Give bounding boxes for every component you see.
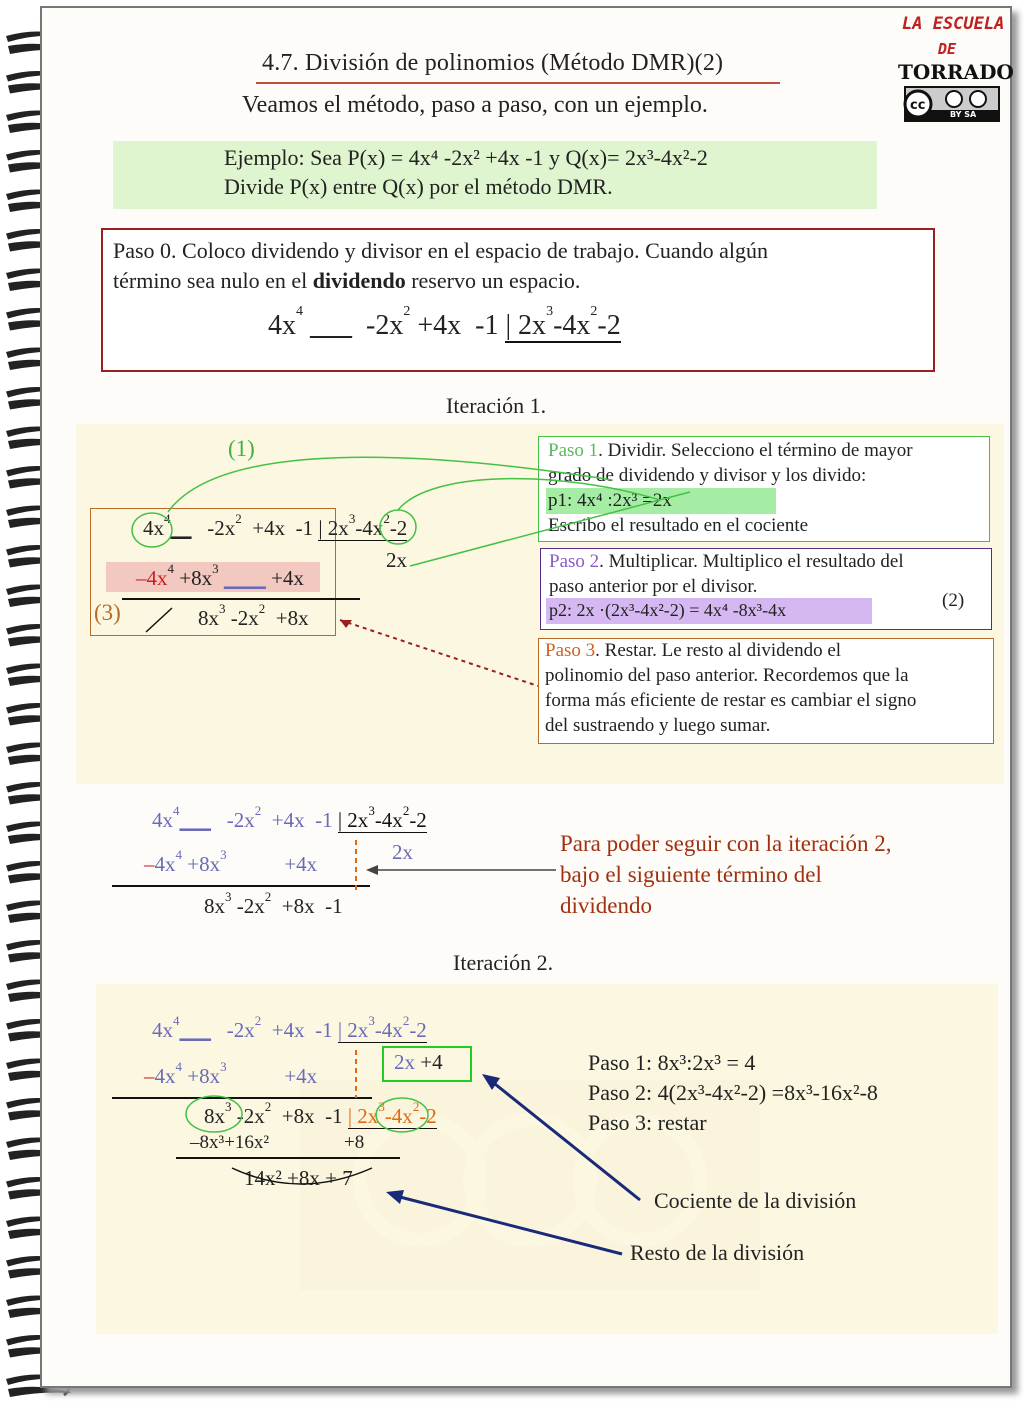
paso1-text1: . Dividir. Selecciono el término de mayor [598, 440, 913, 461]
iter2-plus8: +8 [344, 1132, 365, 1153]
paso2-line2: paso anterior por el divisor. [549, 576, 758, 597]
iteration1-heading: Iteración 1. [446, 393, 547, 418]
remainder-brace [232, 1168, 372, 1184]
resto-arrowhead [386, 1190, 404, 1204]
cancel-slash [146, 608, 172, 632]
plus-4x: +4x [271, 566, 304, 590]
plus-8x3: +8x [179, 566, 213, 590]
circle-2x3 [380, 510, 416, 544]
iter1-dividend: $4x^4\_\_$ $-2x^2 +4x$ -1 | $2x^3-4x^2-2$ [143, 511, 408, 540]
mid-dividend: $4x^4\_\_\_$ $-2x^2 +4x$ -1 | $2x^3-4x^2-2$ [152, 803, 427, 832]
bring-down-arrows [0, 800, 1024, 920]
paso0-dividendo: dividendo [312, 268, 406, 293]
iter2-subtrahend2: –8x³+16x² [190, 1132, 270, 1153]
iteration2-connectors [0, 1000, 1024, 1300]
circle-8x3 [186, 1096, 242, 1132]
paso3-text1: . Restar. Le resto al dividendo el [595, 640, 842, 661]
quotient-plus4: +4 [420, 1050, 443, 1074]
iter2-paso3: Paso 3: restar [588, 1110, 707, 1135]
paso1-line3: Escribo el resultado en el cociente [548, 515, 809, 536]
paso3-line3: forma más eficiente de restar es cambiar el signo [545, 690, 917, 711]
example-line1: Ejemplo: Sea P(x) = 4x⁴ -2x² +4x -1 y Q(x)= 2x³-4x²-2 [224, 145, 708, 170]
resto-arrow [396, 1196, 622, 1254]
example-line2: Divide P(x) entre Q(x) por el método DMR. [224, 174, 613, 199]
iter2-subtrahend: $-4x^4 +8x^3$ +4x [144, 1059, 318, 1088]
quotient-2x: 2x [394, 1050, 415, 1074]
minus-4x4: –4x [136, 566, 168, 590]
iter1-result: $8x^3$ $-2x^2 +8x$ [198, 601, 309, 630]
paso0-line1: Paso 0. Coloco dividendo y divisor en el espacio de trabajo. Cuando algún [113, 238, 768, 263]
iter1-quotient: 2x [386, 548, 407, 572]
paso0-polynomial: $4x^4$ ___ $-2x^2 +4x$ -1 | $2x^3-4x^2-2$ [268, 304, 621, 341]
connector-4x4-to-p1 [168, 457, 612, 512]
marker-2: (2) [942, 590, 965, 611]
cociente-arrow [490, 1080, 640, 1200]
marker-1: (1) [228, 436, 255, 461]
paso2-text1: . Multiplicar. Multiplico el resultado del [599, 551, 904, 572]
mid-subtrahend: $-4x^4 +8x^3$ +4x [144, 847, 318, 876]
bring-down-note-line2: bajo el siguiente término del [560, 862, 822, 887]
iter2-partial: $8x^3$ $-2x^2 +8x$ -1 | $2x^3-4x^2-2$ [204, 1099, 437, 1128]
paso2-formula: p2: 2x ·(2x³-4x²-2) = 4x⁴ -8x³-4x [549, 600, 787, 620]
mid-result: $8x^3$ $-2x^2 +8x$ -1 [204, 889, 343, 918]
paso3-line2: polinomio del paso anterior. Recordemos que la [545, 665, 909, 686]
iteration2-heading: Iteración 2. [453, 950, 554, 975]
bring-down-note-line1: Para poder seguir con la iteración 2, [560, 831, 892, 856]
label-cociente: Cociente de la división [654, 1188, 857, 1213]
page-subtitle: Veamos el método, paso a paso, con un ejemplo. [242, 92, 708, 118]
iter2-dividend: $4x^4\_\_\_$ $-2x^2 +4x$ -1 | $2x^3-4x^2-2$ [152, 1013, 427, 1042]
page-title: 4.7. División de polinomios (Método DMR)(2) [262, 50, 724, 76]
iter1-subtrahend: $-4x^4 +8x^3$ ____ +4x [136, 561, 304, 590]
bring-down-note-line3: dividendo [560, 893, 652, 918]
circle-2x3-b [376, 1098, 428, 1132]
brand-line3: TORRADO [898, 60, 1014, 84]
connector-result-to-quotient [410, 492, 690, 566]
note-pointer-arrowhead [366, 865, 378, 875]
paso3-line4: del sustraendo y luego sumar. [545, 715, 771, 736]
remainder: 14x² +8x + 7 [244, 1166, 353, 1190]
svg-text:cc: cc [910, 98, 926, 113]
connector-2x3-to-p1 [398, 479, 660, 510]
paso1-line2: grado de dividendo y divisor y los divido: [548, 465, 867, 486]
paso1-label: Paso 1 [548, 440, 599, 461]
paso0-line2a: término sea nulo en el [113, 268, 313, 293]
paso1-formula: p1: 4x⁴ :2x³ =2x [548, 490, 672, 511]
brand-line1: LA ESCUELA [902, 14, 1005, 34]
marker-3: (3) [94, 600, 121, 625]
paso0-blank: ___ [310, 310, 352, 341]
paso2-label: Paso 2 [549, 551, 600, 572]
mid-quotient: 2x [392, 840, 413, 864]
circle-4x4 [132, 513, 172, 547]
brand-line2: DE [938, 40, 957, 58]
paso0-line2c: reservo un espacio. [405, 268, 581, 293]
paso3-label: Paso 3 [545, 640, 596, 661]
dotted-arrow-to-paso3 [340, 620, 538, 686]
brand-license: BY SA [950, 110, 977, 119]
iter2-paso1: Paso 1: 8x³:2x³ = 4 [588, 1050, 756, 1075]
label-resto: Resto de la división [630, 1240, 805, 1265]
iter2-paso2: Paso 2: 4(2x³-4x²-2) =8x³-16x²-8 [588, 1080, 878, 1105]
